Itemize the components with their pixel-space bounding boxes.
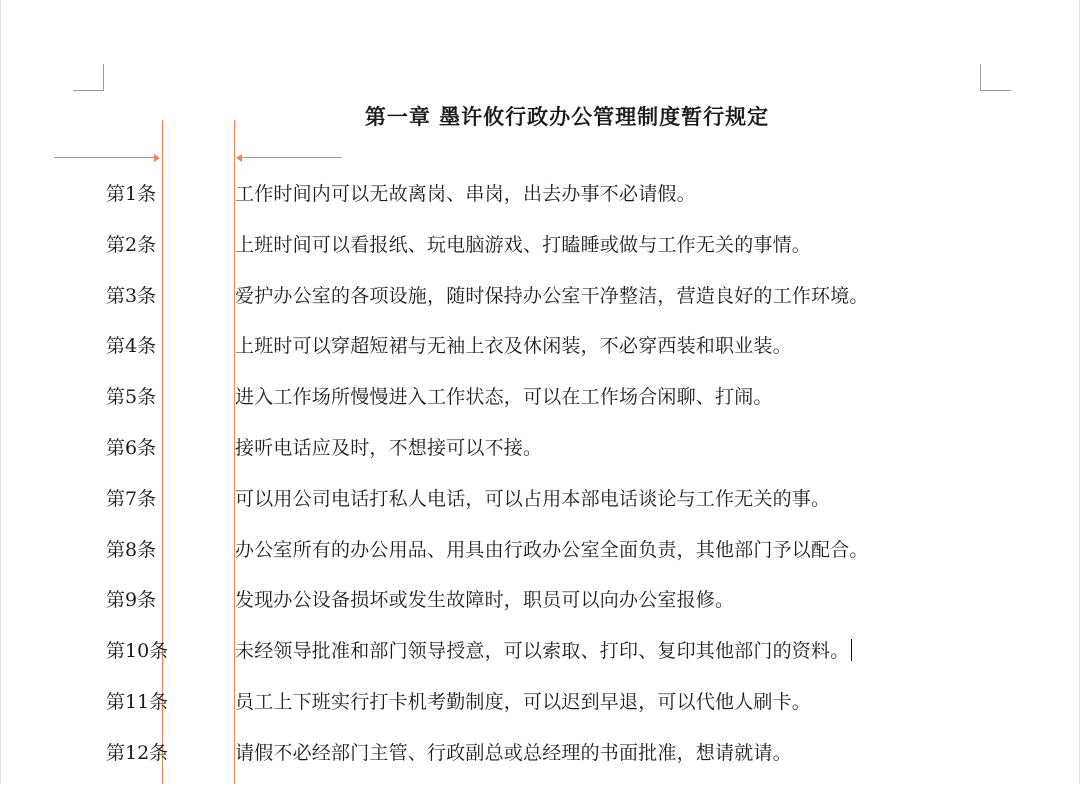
article-row bbox=[1, 176, 1080, 227]
article-text[interactable]: 办公室所有的办公用品、用具由行政办公室全面负责，其他部门予以配合。 bbox=[235, 538, 869, 561]
top-left-margin-mark bbox=[73, 64, 104, 91]
article-number[interactable]: 第6条 bbox=[106, 436, 157, 459]
article-text[interactable]: 上班时可以穿超短裙与无袖上衣及休闲装，不必穿西装和职业装。 bbox=[235, 335, 792, 358]
article-number[interactable]: 第4条 bbox=[106, 335, 157, 358]
article-row bbox=[1, 227, 1080, 278]
article-list bbox=[1, 176, 1080, 786]
article-number[interactable]: 第5条 bbox=[106, 386, 157, 409]
article-row bbox=[1, 633, 1080, 684]
article-row bbox=[1, 481, 1080, 532]
article-text[interactable]: 请假不必经部门主管、行政副总或总经理的书面批准，想请就请。 bbox=[235, 741, 792, 764]
article-number[interactable]: 第12条 bbox=[106, 741, 169, 764]
article-row bbox=[1, 532, 1080, 583]
article-number[interactable]: 第7条 bbox=[106, 487, 157, 510]
article-text[interactable]: 发现办公设备损坏或发生故障时，职员可以向办公室报修。 bbox=[235, 589, 735, 612]
article-number[interactable]: 第10条 bbox=[106, 640, 169, 663]
top-right-margin-mark bbox=[980, 64, 1011, 91]
document-title[interactable]: 第一章 墨许攸行政办公管理制度暂行规定 bbox=[364, 105, 770, 129]
article-text[interactable]: 接听电话应及时，不想接可以不接。 bbox=[235, 436, 543, 459]
article-row bbox=[1, 278, 1080, 329]
text-cursor bbox=[851, 639, 852, 661]
article-row bbox=[1, 328, 1080, 379]
article-row bbox=[1, 735, 1080, 786]
article-row bbox=[1, 430, 1080, 481]
article-row bbox=[1, 684, 1080, 735]
article-text[interactable]: 工作时间内可以无故离岗、串岗，出去办事不必请假。 bbox=[235, 183, 696, 205]
article-text[interactable]: 上班时间可以看报纸、玩电脑游戏、打瞌睡或做与工作无关的事情。 bbox=[235, 233, 812, 256]
right-arrow-icon bbox=[54, 157, 154, 158]
article-number[interactable]: 第8条 bbox=[106, 538, 157, 561]
article-text[interactable] bbox=[235, 636, 852, 663]
article-number[interactable]: 第9条 bbox=[106, 589, 157, 612]
article-text[interactable]: 进入工作场所慢慢进入工作状态，可以在工作场合闲聊、打闹。 bbox=[235, 386, 773, 409]
article-text[interactable]: 爱护办公室的各项设施，随时保持办公室干净整洁，营造良好的工作环境。 bbox=[235, 284, 869, 307]
article-row bbox=[1, 379, 1080, 430]
article-number[interactable]: 第3条 bbox=[106, 284, 157, 307]
article-text[interactable]: 可以用公司电话打私人电话，可以占用本部电话谈论与工作无关的事。 bbox=[235, 487, 831, 510]
article-number[interactable]: 第2条 bbox=[106, 233, 157, 256]
article-number[interactable]: 第11条 bbox=[106, 690, 169, 713]
article-text-content: 未经领导批准和部门领导授意，可以索取、打印、复印其他部门的资料。 bbox=[235, 640, 850, 663]
article-row bbox=[1, 582, 1080, 633]
article-text[interactable]: 员工上下班实行打卡机考勤制度，可以迟到早退，可以代他人刷卡。 bbox=[235, 690, 812, 713]
article-number[interactable]: 第1条 bbox=[106, 183, 157, 205]
left-arrow-icon bbox=[242, 157, 342, 158]
